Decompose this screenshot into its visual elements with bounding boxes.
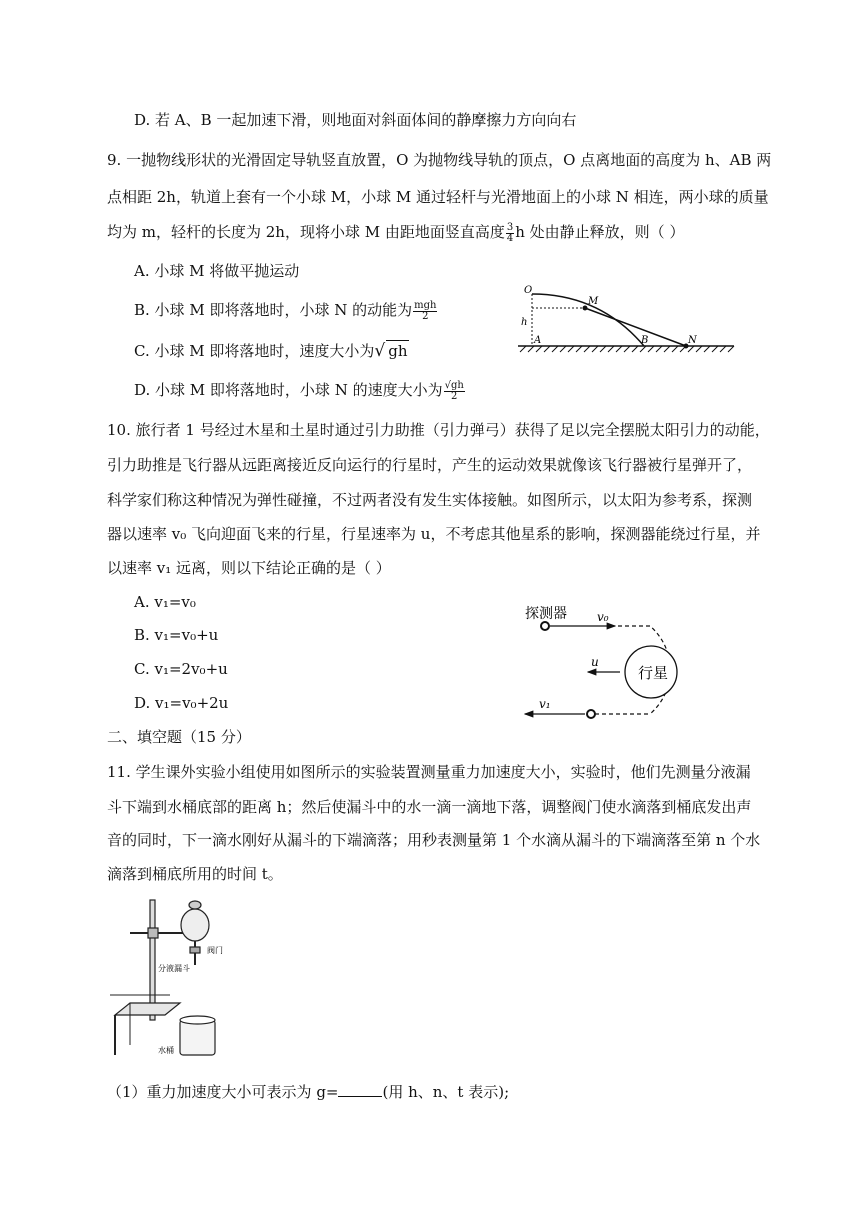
q10-stem-line4: 器以速率 v₀ 飞向迎面飞来的行星，行星速率为 u，不考虑其他星系的影响，探测器能绕过行星，并 (107, 525, 761, 543)
label-o: O (524, 285, 533, 296)
funnel-label: 分液漏斗 (158, 964, 190, 973)
q9-option-c (134, 340, 409, 361)
q9-stem-line3-b: h 处由静止释放，则（ ） (515, 223, 685, 241)
q10-stem-line5: 以速率 v₁ 远离，则以下结论正确的是（ ） (107, 559, 391, 577)
valve-label: 阀门 (207, 946, 223, 955)
q9-option-a: A. 小球 M 将做平抛运动 (134, 262, 300, 280)
q8-option-d: D. 若 A、B 一起加速下滑，则地面对斜面体间的静摩擦力方向向右 (134, 111, 577, 129)
ball-m (583, 306, 588, 311)
q9-option-c-text: C. 小球 M 即将落地时，速度大小为 (134, 342, 375, 360)
q11-stem-line3: 音的同时，下一滴水刚好从漏斗的下端滴落；用秒表测量第 1 个水滴从漏斗的下端滴落至第 n 个水 (107, 831, 761, 849)
q10-option-a: A. v₁=v₀ (134, 593, 196, 611)
q11-apparatus-figure (110, 895, 240, 1060)
q9-fraction (506, 223, 514, 244)
q11-sub1-b: (用 h、n、t 表示); (382, 1083, 510, 1101)
q9-option-d-num: √gh (444, 379, 464, 391)
sqrt-icon: √ (374, 341, 386, 361)
v1-label: v₁ (539, 697, 551, 711)
q11-sub1 (107, 1082, 509, 1102)
label-a: A (534, 335, 542, 346)
q9-stem-line3-a: 均为 m，轻杆的长度为 2h，现将小球 M 由距地面竖直高度 (107, 223, 505, 241)
q9-option-d-den: 2 (451, 390, 458, 402)
funnel-stopper (189, 901, 201, 909)
section2-title: 二、填空题（15 分） (107, 728, 251, 746)
q11-stem-line2: 斗下端到水桶底部的距离 h；然后使漏斗中的水一滴一滴地下落，调整阀门使水滴落到桶底发出声 (107, 798, 752, 816)
q9-option-d-text: D. 小球 M 即将落地时，小球 N 的速度大小为 (134, 381, 443, 399)
q10-option-d: D. v₁=v₀+2u (134, 694, 229, 712)
q9-option-b-text: B. 小球 M 即将落地时，小球 N 的动能为 (134, 301, 413, 319)
light-rod (585, 308, 686, 346)
clamp-boss (148, 928, 158, 938)
q11-sub1-a: （1）重力加速度大小可表示为 g= (107, 1083, 339, 1101)
q9-parabola-figure (510, 280, 740, 355)
q9-option-b (134, 300, 438, 322)
label-m: M (588, 296, 599, 307)
valve (190, 947, 200, 953)
label-b: B (641, 335, 649, 346)
probe-label: 探测器 (525, 606, 567, 622)
q9-option-d-fraction (444, 381, 465, 402)
v0-label: v₀ (597, 610, 609, 624)
q9-option-c-radicand: gh (388, 342, 408, 360)
q9-option-d (134, 380, 466, 402)
q10-slingshot-figure (515, 598, 715, 728)
q9-frac-num: 3 (506, 221, 514, 233)
separatory-funnel (181, 909, 209, 941)
q9-option-b-num: mgh (414, 299, 437, 311)
q10-stem-line2: 引力助推是飞行器从远距离接近反向运行的行星时，产生的运动效果就像该飞行器被行星弹开了， (107, 456, 753, 474)
bucket-label: 水桶 (158, 1046, 174, 1055)
q9-option-b-fraction (413, 301, 437, 322)
planet-label: 行星 (638, 664, 669, 682)
probe-incoming (541, 622, 549, 630)
label-n: N (688, 335, 697, 346)
q11-stem-line4: 滴落到桶底所用的时间 t。 (107, 865, 283, 883)
probe-outgoing (587, 710, 595, 718)
q9-stem-line1: 9. 一抛物线形状的光滑固定导轨竖直放置，O 为抛物线导轨的顶点，O 点离地面的高度为 h、AB 两 (107, 151, 772, 169)
ground-line (518, 346, 734, 352)
water-bucket (180, 1020, 215, 1055)
stand-rod (150, 900, 155, 1020)
q10-option-c: C. v₁=2v₀+u (134, 660, 228, 678)
q9-stem-line2: 点相距 2h，轨道上套有一个小球 M，小球 M 通过轻杆与光滑地面上的小球 N 相连，两小球的质量 (107, 188, 769, 206)
q9-option-b-den: 2 (422, 310, 429, 322)
bucket-rim (180, 1016, 215, 1024)
q10-option-b: B. v₁=v₀+u (134, 626, 219, 644)
stand-base (115, 1003, 180, 1015)
q9-stem-line3 (107, 222, 684, 244)
q10-stem-line3: 科学家们称这种情况为弹性碰撞，不过两者没有发生实体接触。如图所示，以太阳为参考系，探测 (107, 491, 753, 509)
answer-blank[interactable] (338, 1082, 382, 1097)
u-label: u (591, 655, 599, 669)
label-h: h (521, 317, 528, 328)
q11-stem-line1: 11. 学生课外实验小组使用如图所示的实验装置测量重力加速度大小，实验时，他们先测量分液漏 (107, 763, 751, 781)
q10-stem-line1: 10. 旅行者 1 号经过木星和土星时通过引力助推（引力弹弓）获得了足以完全摆脱太阳引力的动能， (107, 421, 770, 439)
q9-frac-den: 4 (506, 232, 514, 244)
